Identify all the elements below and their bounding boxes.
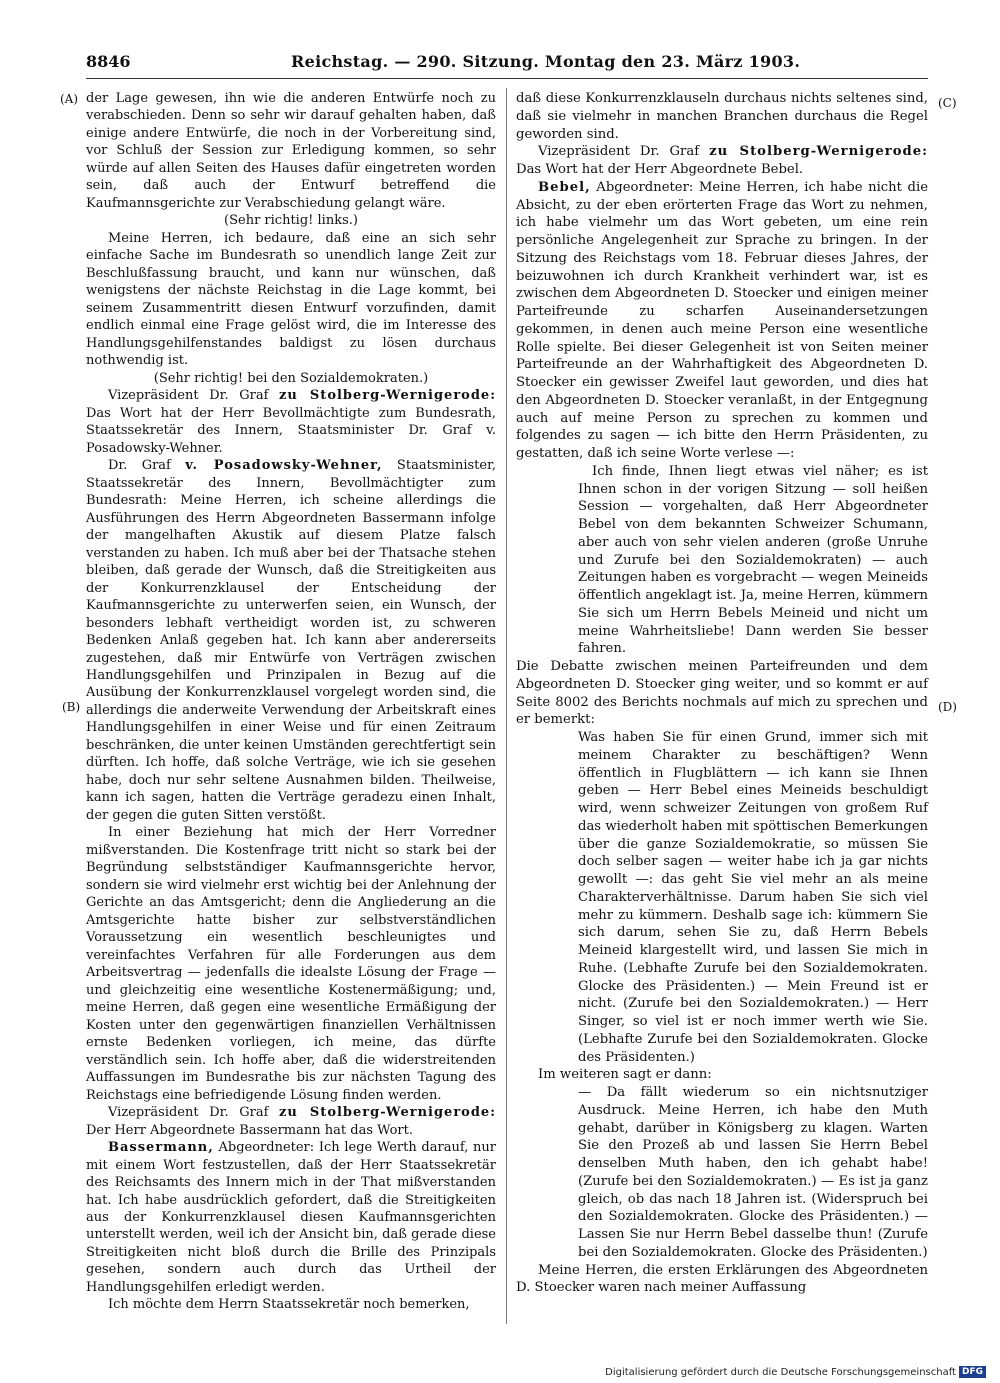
- right-column: [516, 90, 928, 1297]
- speaker-name: v. Posadowsky-Wehner,: [185, 458, 383, 474]
- speech-text: Das Wort hat der Herr Abgeordnete Bebel.: [516, 162, 804, 177]
- paragraph: Im weiteren sagt er dann:: [538, 1067, 712, 1083]
- footer: [605, 1366, 986, 1378]
- margin-mark-d: (D): [938, 700, 957, 714]
- speaker-paragraph: [516, 143, 928, 179]
- interjection: (Sehr richtig! links.): [224, 213, 358, 229]
- page-number: 8846: [86, 52, 131, 71]
- speaker-paragraph: [86, 1104, 496, 1139]
- speaker-paragraph: [516, 179, 928, 463]
- footer-text: Digitalisierung gefördert durch die Deutsche Forschungsgemeinschaft: [605, 1366, 956, 1378]
- paragraph: Meine Herren, die ersten Erklärungen des Abgeordneten D. Stoecker waren nach meiner Auffassung: [516, 1262, 928, 1296]
- speaker-role: Vizepräsident Dr. Graf: [538, 144, 710, 160]
- speaker-name: zu Stolberg-Wernigerode:: [709, 144, 929, 160]
- margin-mark-b: (B): [62, 700, 81, 714]
- speech-text: Das Wort hat der Herr Bevollmächtigte zum Bundesrath, Staatssekretär des Innern, Staatsminister Dr. Graf v. Posadowsky-Wehner.: [86, 405, 496, 456]
- paragraph: der Lage gewesen, ihn wie die anderen Entwürfe noch zu verabschieden. Denn so sehr wir darauf gehalten haben, daß einige andere Entwürfe, die noch in der Vorbereitung sind, vor Schluß der Session zur Erledigung kommen, so sehr würde auf allen Seiten des Hauses dafür eingetreten worden sein, daß auch der Entwurf betreffend die Kaufmannsgerichte zur Verabschiedung gelangt wäre.: [86, 91, 496, 211]
- margin-mark-a: (A): [60, 92, 79, 106]
- quotation: — Da fällt wiederum so ein nichtsnutziger Ausdruck. Meine Herren, ich habe den Muth gehabt, darüber in Königsberg zu klagen. Warten Sie den Prozeß ab und lassen Sie Herrn Bebel denselben Muth haben, den ich gehabt habe! (Zurufe bei den Sozialdemokraten.) — Es ist ja ganz gleich, ob das nach 18 Jahren ist. (Widerspruch bei den Sozialdemokraten. Glocke des Präsidenten.) — Lassen Sie nur Herrn Bebel dasselbe thun! (Zurufe bei den Sozialdemokraten. Glocke des Präsidenten.): [578, 1085, 928, 1260]
- speaker-name: zu Stolberg-Wernigerode:: [279, 388, 496, 404]
- dfg-logo: DFG: [959, 1366, 986, 1378]
- interjection: (Sehr richtig! bei den Sozialdemokraten.): [153, 370, 429, 386]
- quotation: Was haben Sie für einen Grund, immer sich mit meinem Charakter zu beschäftigen? Wenn öffentlich in Flugblättern — ich kann sie Ihnen geben — Herr Bebel eines Meineids beschuldigt wird, wenn schweizer Zeitungen von großem Ruf das wiederholt haben mit spöttischen Bemerkungen über die ganze Sozialdemokratie, so müssen Sie doch selber sagen — weiter habe ich ja gar nichts gewollt —: das geht Sie viel mehr an als meine Charakterverhältnisse. Darum haben Sie sich viel mehr zu kümmern. Deshalb sage ich: kümmern Sie sich darum, sehen Sie zu, daß Herrn Bebels Meineid klargestellt wird, und lassen Sie mich in Ruhe. (Lebhafte Zurufe bei den Sozialdemokraten. Glocke des Präsidenten.) — Mein Freund ist er nicht. (Zurufe bei den Sozialdemokraten.) — Herr Singer, so viel ist er noch immer werth wie Sie. (Lebhafte Zurufe bei den Sozialdemokraten. Glocke des Präsidenten.): [578, 730, 928, 1065]
- header-rule: [86, 78, 928, 79]
- speaker-paragraph: [86, 457, 496, 824]
- speaker-name: zu Stolberg-Wernigerode:: [279, 1105, 496, 1121]
- paragraph: daß diese Konkurrenzklauseln durchaus nichts seltenes sind, daß sie vielmehr in manchen Branchen durchaus die Regel geworden sind.: [516, 91, 928, 142]
- paragraph: In einer Beziehung hat mich der Herr Vorredner mißverstanden. Die Kostenfrage tritt nicht so stark bei der Begründung selbstständiger Kaufmannsgerichte hervor, sondern sie wird vielmehr erst wichtig bei der Anlehnung der Gerichte an das Amtsgericht; denn die Angliederung an die Amtsgerichte hatte bisher zur selbstverständlichen Voraussetzung ein wesentlich beschleunigtes und vereinfachtes Verfahren für alle Forderungen aus dem Arbeitsvertrag — jedenfalls die idealste Lösung der Frage — und gleichzeitig eine wesentliche Kostenermäßigung; und, meine Herren, daß gegen eine wesentliche Ermäßigung der Kosten unter den gegenwärtigen finanziellen Verhältnissen ernste Bedenken vorliegen, ich meine, das dürfte verständlich sein. Ich hoffe aber, daß die widerstreitenden Auffassungen im Bundesrathe bis zur nächsten Tagung des Reichstags eine befriedigende Lösung finden werden.: [86, 825, 496, 1103]
- speech-text: Staatsminister, Staatssekretär des Innern, Bevollmächtigter zum Bundesrath: Meine Herren, ich scheine allerdings die Ausführungen des Herrn Abgeordneten Bassermann infolge der mangelhaften Akustik auf diesem Platze falsch verstanden zu haben. Ich muß aber bei der Thatsache stehen bleiben, daß gerade der Wunsch, daß die Streitigkeiten aus der Konkurrenzklausel der Entscheidung der Kaufmannsgerichte zu unterwerfen seien, ein Wunsch, der besonders lebhaft vertheidigt worden ist, zu schweren Bedenken Anlaß gegeben hat. Ich kann aber andererseits zugestehen, daß mir Entwürfe von Verträgen zwischen Handlungsgehilfen und Prinzipalen in Bezug auf die Ausübung der Konkurrenzklausel vorgelegt worden sind, die allerdings die anderweite Verwendung der Arbeitskraft eines Handlungsgehilfen in einer Weise und für einen Zeitraum beschränken, die unter keinen Umständen gerechtfertigt sein dürften. Ich hoffe, daß solche Verträge, wie ich sie gesehen habe, doch nur sehr seltene Ausnahmen bilden. Theilweise, kann ich sagen, hatten die Verträge geradezu einen Inhalt, der gegen die guten Sitten verstößt.: [86, 458, 496, 823]
- speech-text: Abgeordneter: Meine Herren, ich habe nicht die Absicht, zu der eben erörterten Frage das Wort zu nehmen, ich habe vielmehr um das Wort gebeten, um eine rein persönliche Angelegenheit zur Sprache zu bringen. In der Sitzung des Reichstags vom 18. Februar dieses Jahres, der beizuwohnen ich durch Krankheit verhindert war, ist es zwischen dem Abgeordneten D. Stoecker und einigen meiner Parteifreunde zu scharfen Auseinandersetzungen gekommen, in denen auch meine Person eine wesentliche Rolle spielte. Bei dieser Gelegenheit ist von Seiten meiner Parteifreunde an der Wahrhaftigkeit des Abgeordneten D. Stoecker ein gewisser Zweifel laut geworden, und dies hat den Abgeordneten D. Stoecker veranlaßt, in der Entgegnung auch auf meine Person zu sprechen zu kommen und folgendes zu sagen — ich bitte den Herrn Präsidenten, zu gestatten, daß ich seine Worte verlese —:: [516, 179, 928, 461]
- margin-mark-c: (C): [938, 96, 957, 110]
- quotation: Ich finde, Ihnen liegt etwas viel näher; es ist Ihnen schon in der vorigen Sitzung — soll heißen Session — vorgehalten, daß Herr Abgeordneter Bebel von dem bekannten Schweizer Schumann, aber auch von sehr vielen anderen (große Unruhe und Zurufe bei den Sozialdemokraten) — auch Zeitungen haben es vorgebracht — wegen Meineids öffentlich angeklagt ist. Ja, meine Herren, kümmern Sie sich um Herrn Bebels Meineid und nicht um meine Wahrheitsliebe! Dann werden Sie besser fahren.: [578, 463, 928, 657]
- column-rule: [506, 88, 507, 1324]
- speaker-role: Vizepräsident Dr. Graf: [108, 1105, 280, 1121]
- speaker-paragraph: [86, 387, 496, 457]
- speaker-name: Bebel,: [538, 179, 591, 195]
- left-column: [86, 90, 496, 1314]
- speaker-role: Dr. Graf: [108, 458, 186, 474]
- speaker-paragraph: [86, 1139, 496, 1296]
- running-title: Reichstag. — 290. Sitzung. Montag den 23. März 1903.: [291, 52, 801, 71]
- speaker-name: Bassermann,: [108, 1140, 214, 1156]
- page-header: [86, 52, 928, 74]
- paragraph: Ich möchte dem Herrn Staatssekretär noch bemerken,: [108, 1297, 470, 1313]
- paragraph: Meine Herren, ich bedaure, daß eine an sich sehr einfache Sache im Bundesrath so unendlich lange Zeit zur Beschlußfassung braucht, und kann nur wünschen, daß wenigstens der nächste Reichstag in die Lage kommt, bei seinem Zusammentritt diesen Entwurf vorzufinden, damit endlich einmal eine Frage gelöst wird, die im Interesse des Handlungsgehilfenstandes baldigst zu lösen durchaus nothwendig ist.: [86, 230, 496, 369]
- speech-text: Abgeordneter: Ich lege Werth darauf, nur mit einem Wort festzustellen, daß der Herr Staatssekretär des Reichsamts des Innern mich in der That mißverstanden hat. Ich habe ausdrücklich gefordert, daß die Streitigkeiten aus der Konkurrenzklausel diesen Kaufmannsgerichten unterstellt werden, weil ich der Ansicht bin, daß gerade diese Streitigkeiten nicht bloß durch die Brille des Prinzipals gesehen, sondern auch durch das Urtheil der Handlungsgehilfen erledigt werden.: [86, 1140, 496, 1295]
- speech-text: Der Herr Abgeordnete Bassermann hat das Wort.: [86, 1122, 413, 1138]
- speaker-role: Vizepräsident Dr. Graf: [108, 388, 280, 404]
- paragraph: Die Debatte zwischen meinen Parteifreunden und dem Abgeordneten D. Stoecker ging weiter, und so kommt er auf Seite 8002 des Berichts nochmals auf mich zu sprechen und er bemerkt:: [516, 659, 928, 728]
